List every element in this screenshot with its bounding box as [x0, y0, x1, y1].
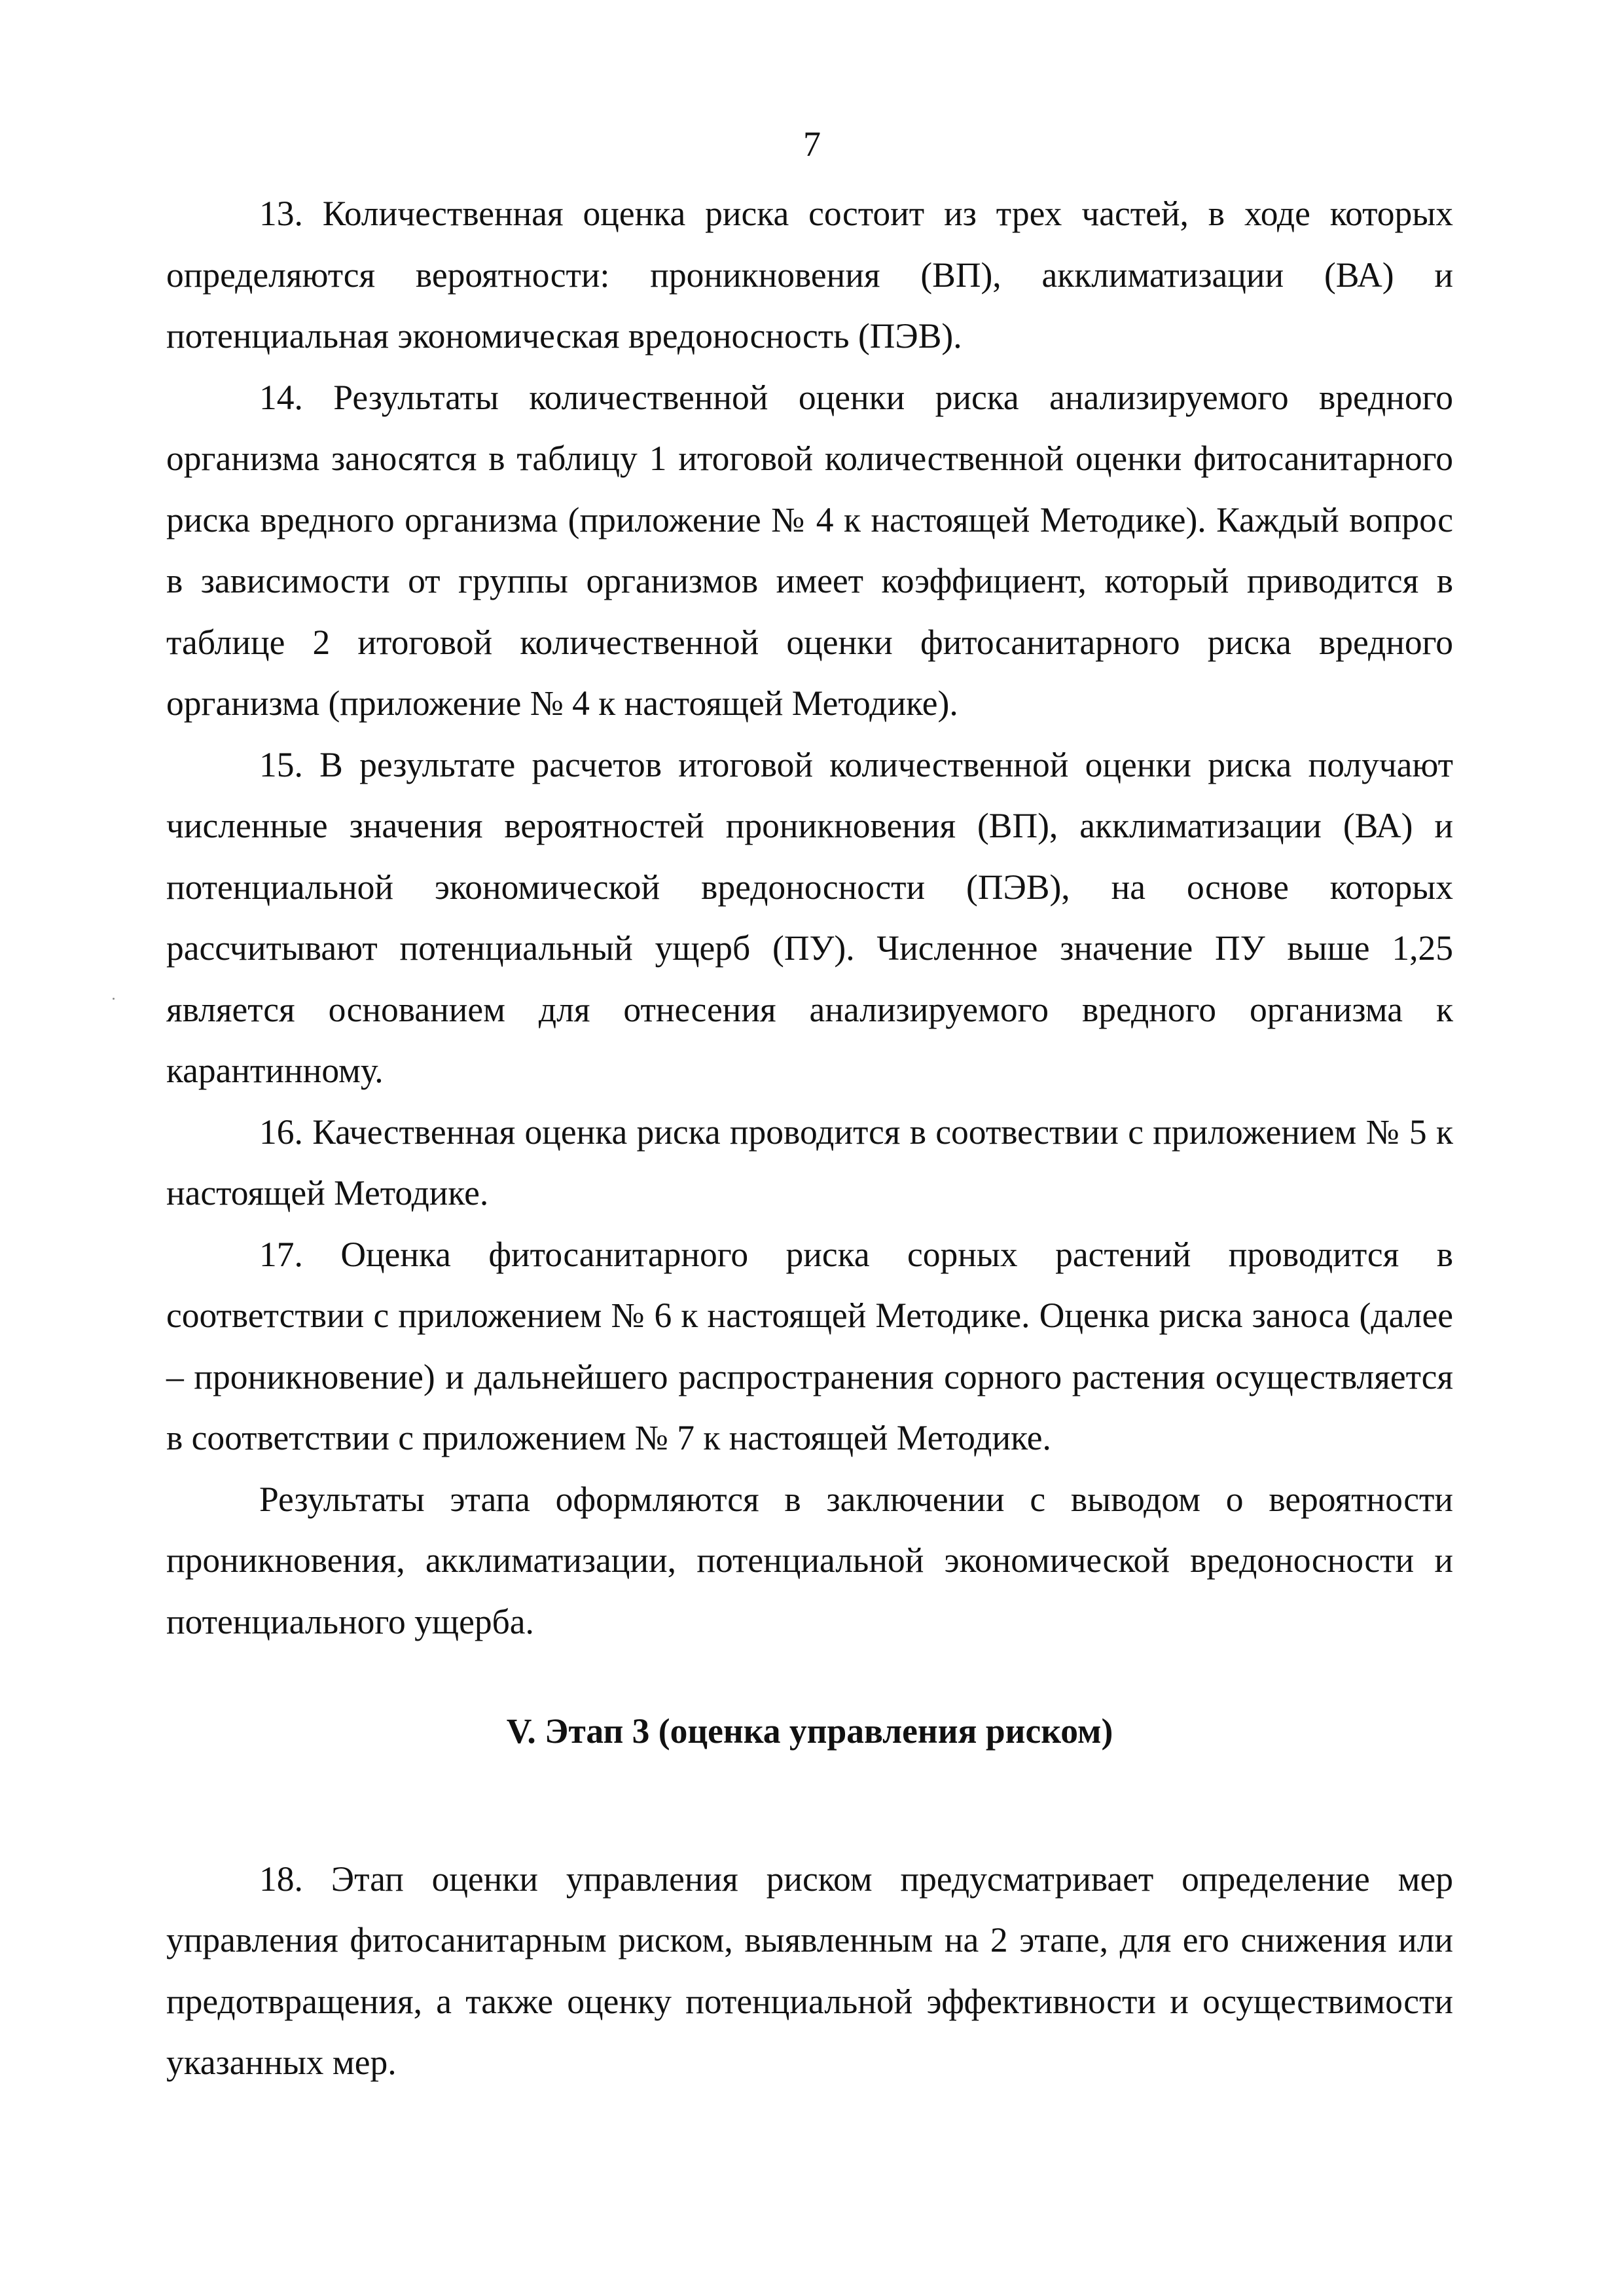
paragraph-17: 17. Оценка фитосанитарного риска сорных растений проводится в соответствии с приложением № 6 к настоящей Методике. Оценка риска заноса (далее – проникновение) и дальнейшего распространения сорного растения осуществляется в соответствии с приложением № 7 к настоящей Методике. — [166, 1234, 1453, 1457]
document-body — [166, 183, 1453, 2094]
scan-speck — [113, 998, 115, 1000]
paragraph-stage-results: Результаты этапа оформляются в заключении с выводом о вероятности проникновения, акклиматизации, потенциальной экономической вредоносности и потенциального ущерба. — [166, 1479, 1453, 1641]
paragraph-15: 15. В результате расчетов итоговой количественной оценки риска получают численные значения вероятностей проникновения (ВП), акклиматизации (ВА) и потенциальной экономической вредоносности (ПЭВ), на основе которых рассчитывают потенциальный ущерб (ПУ). Численное значение ПУ выше 1,25 является основанием для отнесения анализируемого вредного организма к карантинному. — [166, 744, 1453, 1090]
page-number: 7 — [803, 124, 821, 164]
section-heading: V. Этап 3 (оценка управления риском) — [506, 1711, 1113, 1751]
paragraph-14: 14. Результаты количественной оценки риска анализируемого вредного организма заносятся в таблицу 1 итоговой количественной оценки фитосанитарного риска вредного организма (приложение № 4 к настоящей Методике). Каждый вопрос в зависимости от группы организмов имеет коэффициент, который приводится в таблице 2 итоговой количественной оценки фитосанитарного риска вредного организма (приложение № 4 к настоящей Методике). — [166, 377, 1453, 723]
paragraph-18: 18. Этап оценки управления риском предусматривает определение мер управления фитосанитарным риском, выявленным на 2 этапе, для его снижения или предотвращения, а также оценку потенциальной эффективности и осуществимости указанных мер. — [166, 1859, 1453, 2082]
paragraph-13: 13. Количественная оценка риска состоит из трех частей, в ходе которых определяются вероятности: проникновения (ВП), акклиматизации (ВА) и потенциальная экономическая вредоносность (ПЭВ). — [166, 194, 1453, 355]
paragraph-16: 16. Качественная оценка риска проводится в соотвествии с приложением № 5 к настоящей Методике. — [166, 1112, 1453, 1212]
